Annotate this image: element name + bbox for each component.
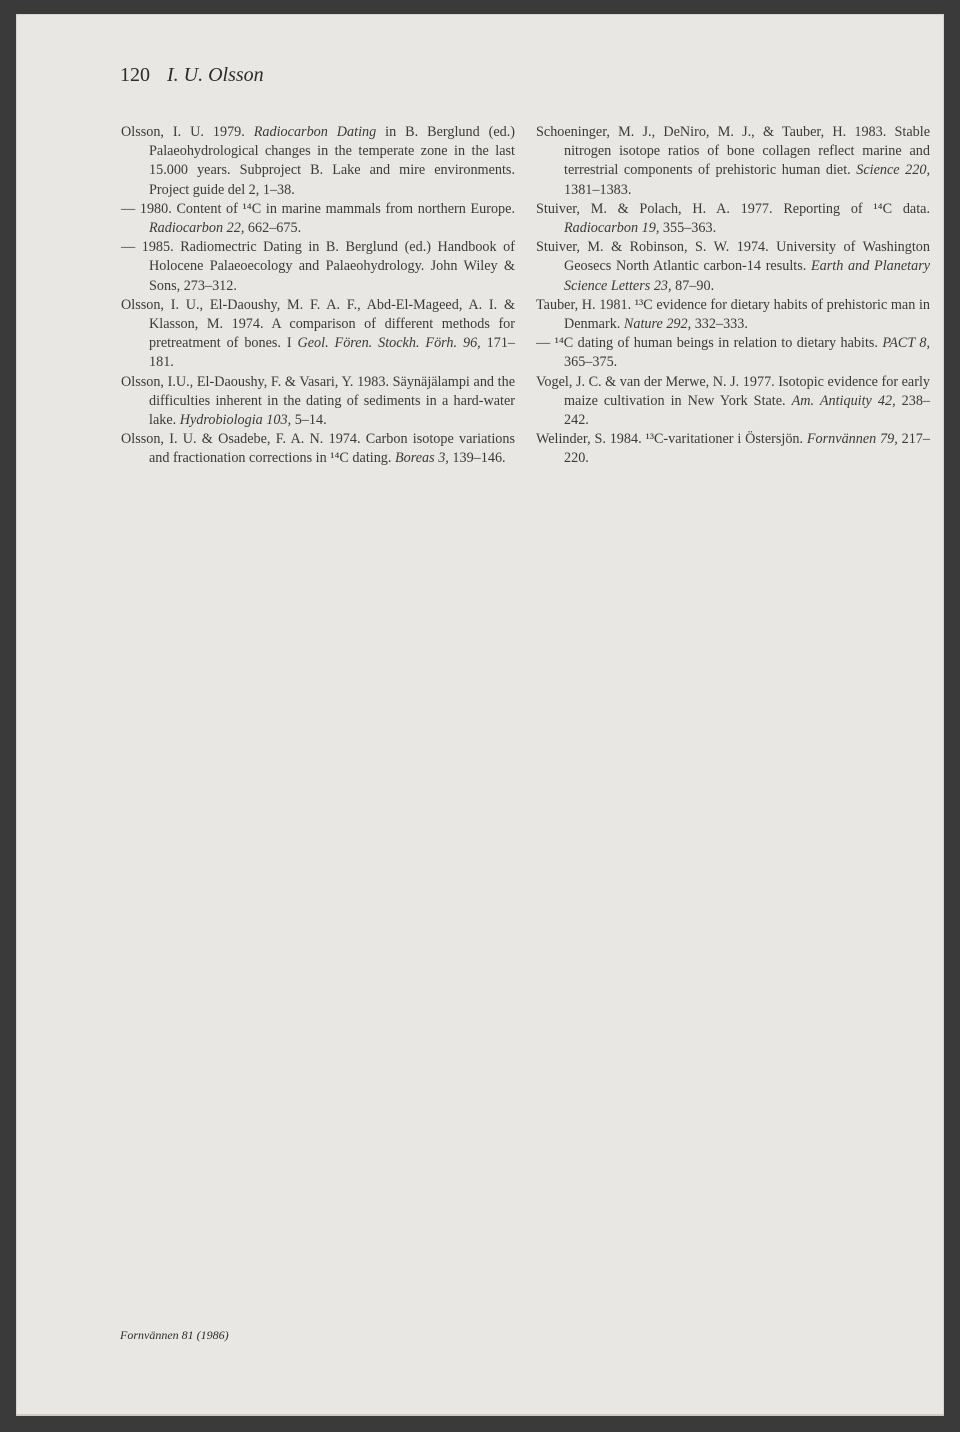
reference-text: Welinder, S. 1984. ¹³C-varitationer i Östersjön.	[536, 431, 807, 448]
reference-source: Boreas 3,	[394, 450, 449, 467]
reference-pages: 355–363.	[659, 220, 717, 237]
reference-entry	[536, 373, 930, 431]
reference-entry	[121, 123, 515, 200]
reference-pages: 87–90.	[671, 277, 715, 294]
reference-text: Olsson, I. U. 1979.	[121, 124, 254, 140]
reference-pages: 217–220.	[564, 431, 930, 467]
reference-pages: in B. Berglund (ed.) Palaeohydrological changes in the temperate zone in the last 15.000 years. Subproject B. Lake and mire environments. Project guide del 2, 1–38.	[149, 124, 516, 198]
reference-text: Olsson, I. U. & Osadebe, F. A. N. 1974. Carbon isotope variations and fractionation corrections in ¹⁴C dating.	[121, 431, 515, 467]
reference-entry	[121, 430, 515, 468]
reference-entry	[121, 373, 515, 431]
document-page	[16, 14, 944, 1416]
reference-entry	[536, 296, 930, 334]
reference-entry	[536, 238, 930, 296]
reference-entry	[121, 296, 515, 373]
reference-entry	[536, 430, 930, 468]
reference-text: Tauber, H. 1981. ¹³C evidence for dietary habits of prehistoric man in Denmark.	[536, 296, 930, 333]
reference-pages: 171–181.	[149, 335, 515, 371]
reference-source: Radiocarbon 19,	[564, 220, 660, 237]
reference-text: Vogel, J. C. & van der Merwe, N. J. 1977. Isotopic evidence for early maize cultivation in New York State.	[536, 373, 930, 409]
reference-text: — ¹⁴C dating of human beings in relation to dietary habits.	[536, 335, 883, 352]
reference-pages: 332–333.	[691, 316, 748, 333]
reference-source: PACT 8,	[882, 335, 930, 352]
reference-entry	[536, 334, 930, 372]
reference-pages: 662–675.	[244, 220, 302, 237]
page-bottom-edge	[16, 1414, 944, 1416]
reference-pages: 139–146.	[448, 450, 506, 467]
reference-text: Olsson, I.U., El-Daoushy, F. & Vasari, Y. 1983. Säynäjälampi and the difficulties inherent in the dating of sediments in a hard-water lake.	[121, 373, 515, 429]
reference-entry	[121, 238, 515, 296]
reference-source: Radiocarbon 22,	[149, 220, 245, 237]
reference-source: Nature 292,	[623, 316, 692, 333]
reference-text: Stuiver, M. & Robinson, S. W. 1974. University of Washington Geosecs North Atlantic carbon-14 results.	[536, 239, 930, 275]
page-number: 120	[120, 64, 150, 86]
reference-source: Science 220,	[856, 162, 930, 179]
reference-source: Geol. Fören. Stockh. Förh. 96,	[297, 335, 481, 352]
reference-entry	[536, 123, 930, 200]
reference-text: — 1980. Content of ¹⁴C in marine mammals from northern Europe.	[121, 200, 515, 217]
reference-source: Hydrobiologia 103,	[179, 412, 292, 429]
journal-footer: Fornvännen 81 (1986)	[120, 1328, 229, 1342]
reference-entry	[536, 200, 930, 238]
right-reference-column	[536, 123, 930, 469]
reference-source: Am. Antiquity 42,	[791, 392, 896, 409]
running-head	[120, 64, 264, 87]
reference-source: Fornvännen 79,	[806, 431, 898, 448]
running-head-author: I. U. Olsson	[167, 64, 264, 86]
reference-source: Radiocarbon Dating	[253, 124, 377, 140]
reference-pages: 365–375.	[564, 354, 618, 371]
reference-text: Stuiver, M. & Polach, H. A. 1977. Reporting of ¹⁴C data.	[536, 200, 930, 217]
reference-text: Olsson, I. U., El-Daoushy, M. F. A. F., Abd-El-Mageed, A. I. & Klasson, M. 1974. A comparison of different methods for pretreatment of bones. I	[121, 296, 515, 352]
reference-text: — 1985. Radiomectric Dating in B. Berglund (ed.) Handbook of Holocene Palaeoecology and Palaeohydrology. John Wiley & Sons, 273–312.	[121, 239, 515, 294]
reference-entry	[121, 200, 515, 238]
left-reference-column	[121, 123, 515, 469]
reference-pages: 1381–1383.	[564, 181, 632, 198]
reference-text: Schoeninger, M. J., DeNiro, M. J., & Tauber, H. 1983. Stable nitrogen isotope ratios of bone collagen reflect marine and terrestrial components of prehistoric human diet.	[536, 124, 930, 179]
reference-pages: 238–242.	[564, 392, 931, 429]
reference-pages: 5–14.	[291, 412, 327, 429]
reference-source: Earth and Planetary Science Letters 23,	[564, 258, 931, 294]
